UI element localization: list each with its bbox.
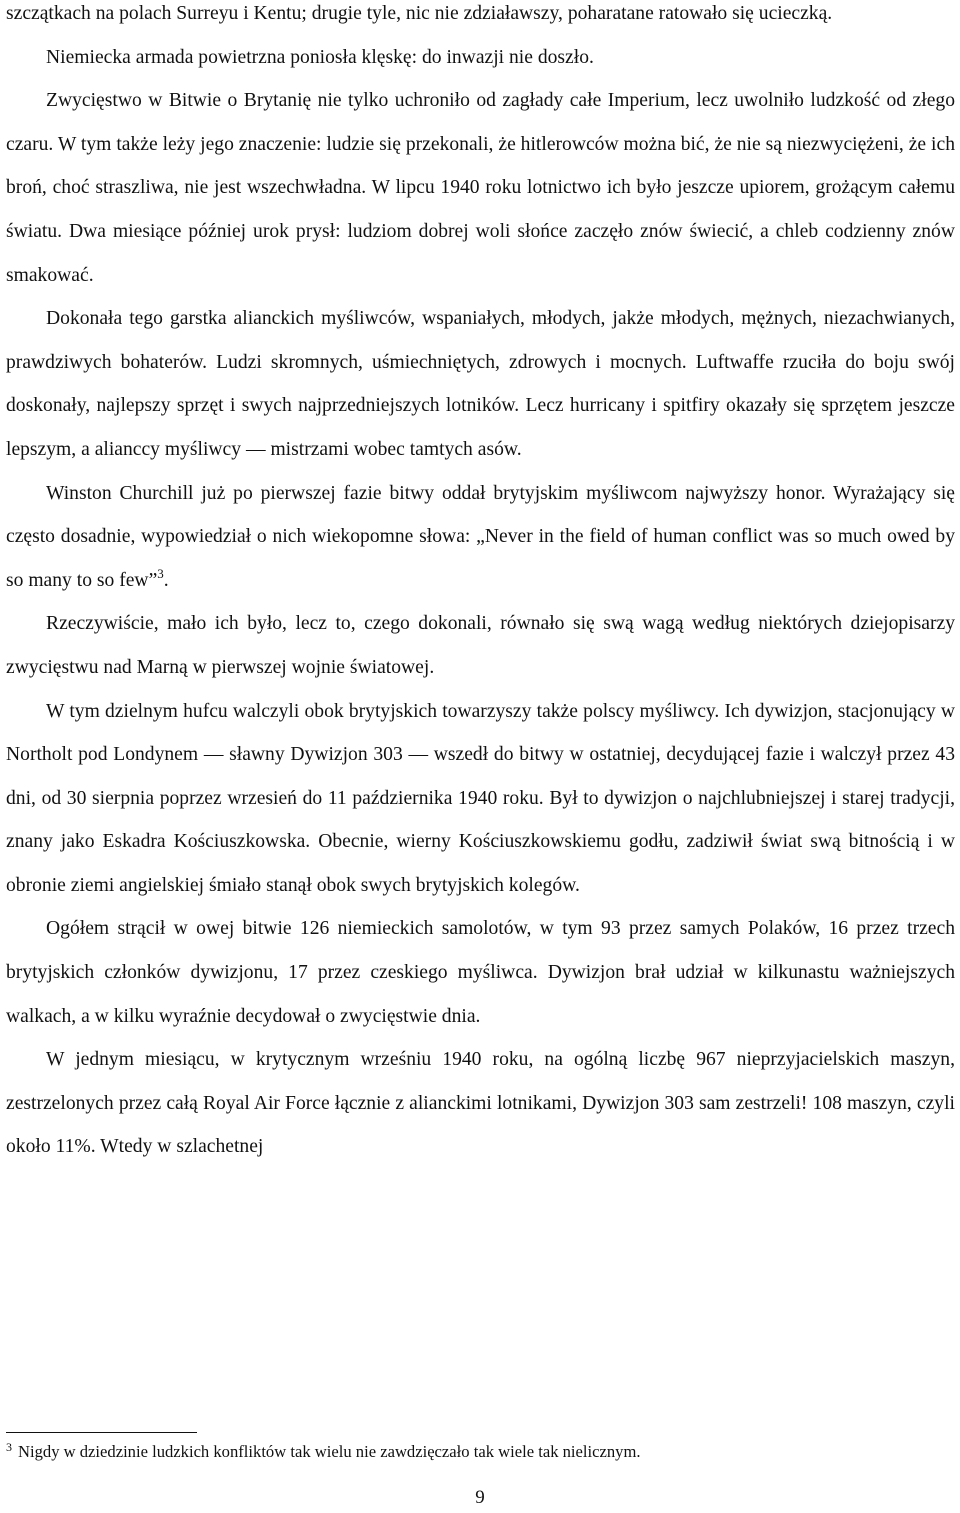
- churchill-quote-end: .: [163, 569, 169, 591]
- paragraph-continuation: szczątkach na polach Surreyu i Kentu; drugie tyle, nic nie zdziaławszy, poharatane ratowało się ucieczką.: [6, 3, 833, 24]
- footnote-text: Nigdy w dziedzinie ludzkich konfliktów tak wielu nie zawdzięczało tak wiele tak nielicznym.: [18, 1442, 641, 1461]
- page-body: [6, 0, 955, 1169]
- churchill-quote-text: Winston Churchill już po pierwszej fazie bitwy oddał brytyjskim myśliwcom najwyższy honor. Wyrażający się często dosadnie, wypowiedział o nich wiekopomne słowa: „Never in the field of human conflict was so much owed by so many to so few”: [6, 482, 955, 591]
- footnote-number: 3: [6, 1440, 12, 1454]
- page-number: 9: [475, 1487, 485, 1508]
- paragraph-september: W jednym miesiącu, w krytycznym wrześniu 1940 roku, na ogólną liczbę 967 nieprzyjacielskich maszyn, zestrzelonych przez całą Royal Air Force łącznie z alianckimi lotnikami, Dywizjon 303 sam zestrzeli! 108 maszyn, czyli około 11%. Wtedy w szlachetnej: [6, 1049, 955, 1158]
- paragraph-victory: Zwycięstwo w Bitwie o Brytanię nie tylko uchroniło od zagłady całe Imperium, lecz uwolniło ludzkość od złego czaru. W tym także leży jego znaczenie: ludzie się przekonali, że hitlerowców można bić, że nie są niezwyciężeni, że ich broń, choć straszliwa, nie jest wszechwładna. W lipcu 1940 roku lotnictwo ich było jeszcze upiorem, grożącym całemu światu. Dwa miesiące później urok prysł: ludziom dobrej woli słońce zaczęło znów świecić, a chleb codzienny znów smakować.: [6, 90, 955, 286]
- footnote: [6, 1440, 641, 1464]
- paragraph-churchill: [6, 472, 955, 603]
- paragraph-squadron-303: W tym dzielnym hufcu walczyli obok brytyjskich towarzyszy także polscy myśliwcy. Ich dywizjon, stacjonujący w Northolt pod Londynem — sławny Dywizjon 303 — wszedł do bitwy w ostatniej, decydującej fazie i walczył przez 43 dni, od 30 sierpnia poprzez wrzesień do 11 października 1940 roku. Był to dywizjon o najchlubniejszej i starej tradycji, znany jako Eskadra Kościuszkowska. Obecnie, wierny Kościuszkowskiemu godłu, zadziwił świat swą bitnością i w obronie ziemi angielskiej śmiało stanął obok swych brytyjskich kolegów.: [6, 700, 955, 896]
- paragraph-statistics: Ogółem strącił w owej bitwie 126 niemieckich samolotów, w tym 93 przez samych Polaków, 16 przez trzech brytyjskich członków dywizjonu, 17 przez czeskiego myśliwca. Dywizjon brał udział w kilkunastu ważniejszych walkach, a w kilku wyraźnie decydował o zwycięstwie dnia.: [6, 918, 955, 1027]
- paragraph-marne: Rzeczywiście, mało ich było, lecz to, czego dokonali, równało się swą wagą według niektórych dziejopisarzy zwycięstwu nad Marną w pierwszej wojnie światowej.: [6, 613, 955, 678]
- footnote-reference[interactable]: 3: [157, 565, 164, 581]
- footnote-separator: [6, 1432, 197, 1433]
- paragraph-armada: Niemiecka armada powietrzna poniosła klęskę: do inwazji nie doszło.: [46, 46, 594, 68]
- paragraph-pilots: Dokonała tego garstka alianckich myśliwców, wspaniałych, młodych, jakże młodych, mężnych, niezachwianych, prawdziwych bohaterów. Ludzi skromnych, uśmiechniętych, zdrowych i mocnych. Luftwaffe rzuciła do boju swój doskonały, najlepszy sprzęt i swych najprzedniejszych lotników. Lecz hurricany i spitfiry okazały się sprzętem jeszcze lepszym, a alianccy myśliwcy — mistrzami wobec tamtych asów.: [6, 308, 955, 460]
